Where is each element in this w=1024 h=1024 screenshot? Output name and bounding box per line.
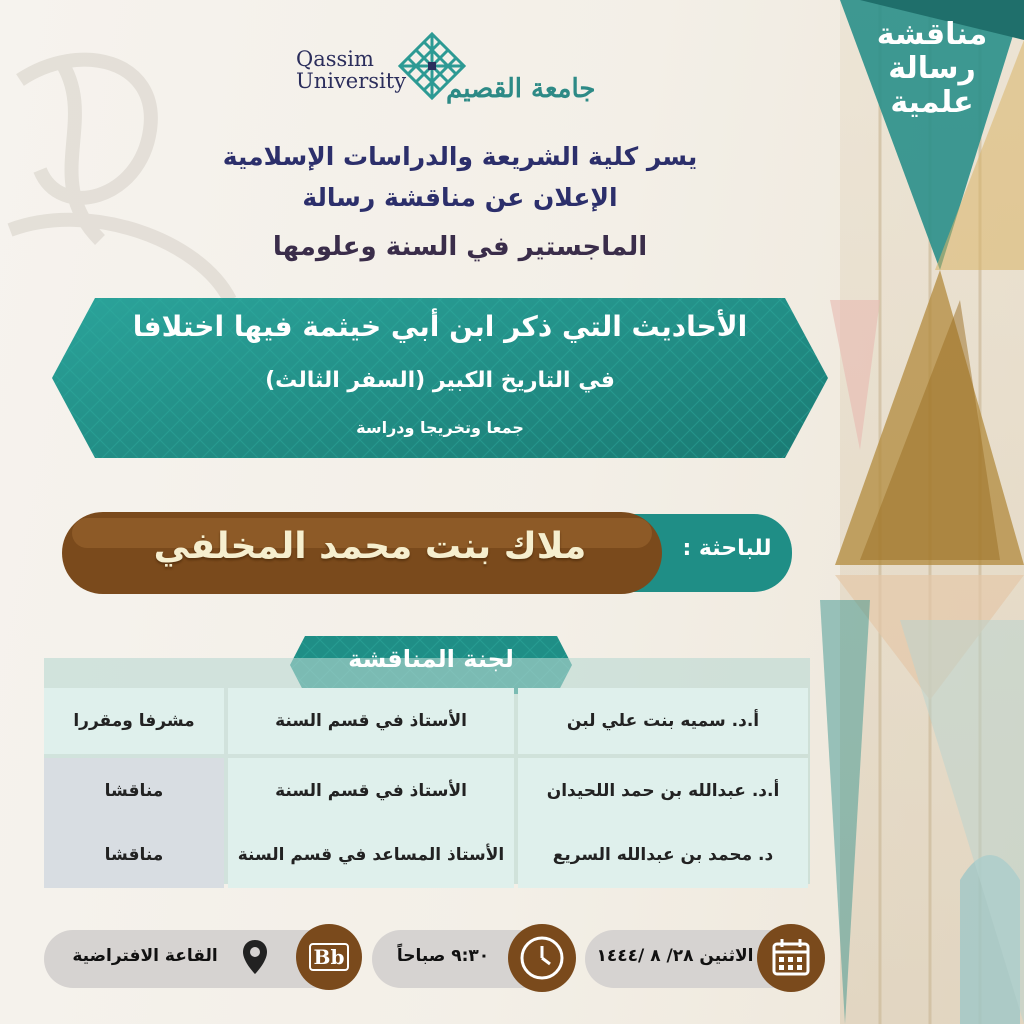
committee-title: لجنة المناقشة (348, 645, 514, 673)
blackboard-icon-label: Bb (309, 943, 350, 971)
committee-row-1-rank: الأستاذ في قسم السنة (228, 688, 514, 754)
logo-en-line-2: University (296, 69, 407, 93)
committee-row-2-role: مناقشا (44, 758, 224, 824)
announcement-line-2: الإعلان عن مناقشة رسالة (302, 183, 618, 212)
announcement-line-1: يسر كلية الشريعة والدراسات الإسلامية (222, 142, 698, 171)
discussion-badge (862, 18, 1002, 120)
event-date: الاثنين ٢٨/ ٨ /١٤٤٤ (596, 946, 754, 966)
badge-line-2: رسالة (888, 51, 976, 86)
logo-en-line-1: Qassim (296, 47, 374, 71)
badge-line-3: علمية (890, 85, 974, 120)
calligraphy-watermark (10, 60, 230, 300)
location-pin-icon (240, 938, 270, 982)
committee-row-2-rank: الأستاذ في قسم السنة (228, 758, 514, 824)
badge-line-1: مناقشة (876, 17, 988, 52)
logo-english-text (296, 48, 406, 92)
committee-row-2-name: أ.د. عبدالله بن حمد اللحيدان (518, 758, 808, 824)
committee-row-1-name: أ.د. سميه بنت علي لبن (518, 688, 808, 754)
degree-title: الماجستير في السنة وعلومها (272, 232, 648, 262)
thesis-subtitle: جمعا وتخريجا ودراسة (356, 418, 524, 437)
logo-arabic-text: جامعة القصيم (446, 74, 596, 104)
event-location: القاعة الافتراضية (72, 946, 218, 966)
thesis-title-line-1: الأحاديث التي ذكر ابن أبي خيثمة فيها اختلافا (132, 310, 748, 343)
committee-row-1-role: مشرفا ومقررا (44, 688, 224, 754)
university-logo (296, 30, 596, 120)
committee-row-3-rank: الأستاذ المساعد في قسم السنة (228, 822, 514, 888)
researcher-label: للباحثة : (682, 536, 772, 561)
committee-row-3-role: مناقشا (44, 822, 224, 888)
thesis-title-line-2: في التاريخ الكبير (السفر الثالث) (265, 368, 615, 393)
blackboard-icon (296, 924, 362, 990)
clock-icon (508, 924, 576, 992)
committee-row-3-name: د. محمد بن عبدالله السريع (518, 822, 808, 888)
calendar-icon (757, 924, 825, 992)
researcher-name: ملاك بنت محمد المخلفي (153, 526, 587, 567)
event-time: ٩:٣٠ صباحاً (396, 946, 490, 966)
